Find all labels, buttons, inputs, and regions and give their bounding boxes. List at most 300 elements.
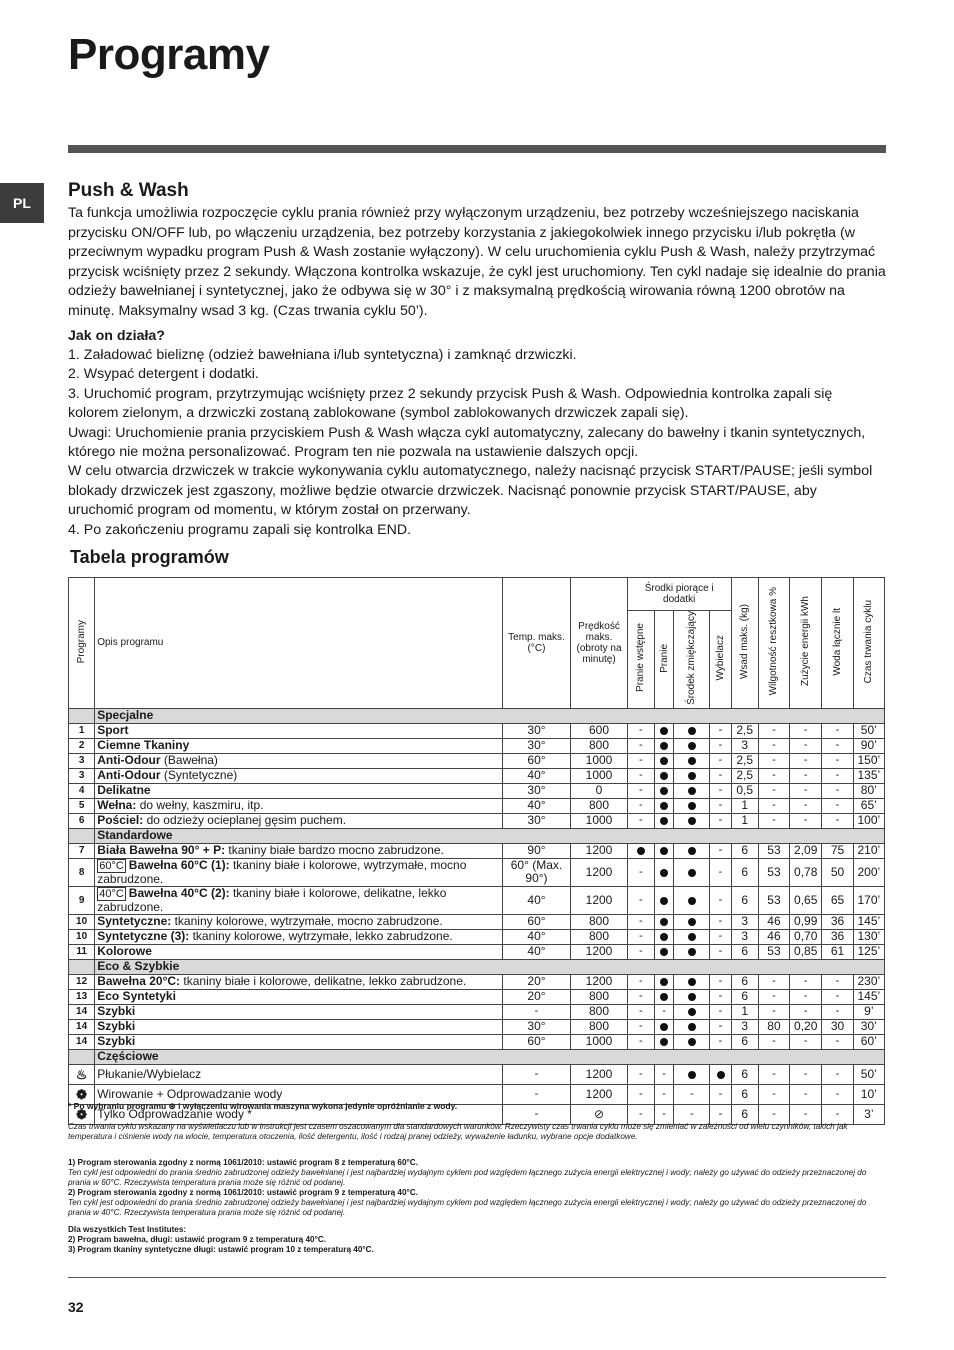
table-row	[69, 989, 885, 1004]
cell-w: -	[710, 1034, 731, 1049]
program-description	[95, 813, 502, 828]
table-row	[69, 843, 885, 858]
cell-en: -	[790, 738, 822, 753]
step-1: 1. Załadować bieliznę (odzież bawełniana i/lub syntetyczna) i zamknąć drzwiczki.	[68, 347, 577, 363]
cell-temp: 30°	[502, 813, 571, 828]
cell-load: 3	[731, 1019, 758, 1034]
cell-load: 1	[731, 813, 758, 828]
cell-hum: -	[758, 723, 789, 738]
program-name: Bawełna 40°C (2):	[128, 885, 230, 900]
cell-speed: 800	[571, 798, 627, 813]
cell-pw: -	[627, 858, 654, 886]
cell-time: 90’	[853, 738, 884, 753]
cell-p	[654, 914, 673, 929]
header-load: Wsad maks. (kg)	[731, 578, 758, 709]
table-heading: Tabela programów	[70, 547, 229, 567]
step-2: 2. Wsypać detergent i dodatki.	[68, 366, 259, 383]
program-number: 14	[69, 1019, 95, 1034]
cell-p	[654, 989, 673, 1004]
program-name: Bawełna 60°C (1):	[128, 857, 230, 872]
cell-pw: -	[627, 753, 654, 768]
cell-temp: 60°	[502, 914, 571, 929]
spin-icon: ❁	[69, 1084, 95, 1104]
program-description	[95, 1034, 502, 1049]
cell-pw: -	[627, 1004, 654, 1019]
cell-p	[654, 1034, 673, 1049]
header-bleach: Wybielacz	[710, 611, 731, 709]
cell-wat: -	[822, 1004, 853, 1019]
dot-marker	[688, 978, 696, 986]
table-row	[69, 929, 885, 944]
cell-temp: 40°	[502, 798, 571, 813]
cell-time: 135’	[853, 768, 884, 783]
program-name: Szybki	[97, 1004, 136, 1019]
dot-marker	[688, 948, 696, 956]
cell-s	[674, 929, 710, 944]
cell-wat: -	[822, 813, 853, 828]
table-row	[69, 1019, 885, 1034]
note-2-head: 2) Program sterowania zgodny z normą 1061/2010: ustawić program 9 z temperaturą 40°C.	[68, 1188, 418, 1197]
step-3: 3. Uruchomić program, przytrzymując wciśnięty przez 2 sekundy przycisk Push & Wash. Odpowiednia kontrolka zapali się kolorem zielonym, a drzwiczki zostaną zablokowane (symbol zablokowanych drzwiczek zapali się).	[68, 385, 833, 422]
program-name: Szybki	[97, 1019, 136, 1034]
dot-marker	[660, 918, 668, 926]
cell-wat: -	[822, 989, 853, 1004]
dot-marker	[660, 772, 668, 780]
table-row	[69, 738, 885, 753]
cell-wat: 36	[822, 929, 853, 944]
program-name: Pościel:	[97, 813, 144, 828]
cell-time: 60’	[853, 1034, 884, 1049]
push-wash-heading: Push & Wash	[68, 180, 189, 201]
section-title: Częściowe	[95, 1049, 885, 1064]
program-description	[95, 914, 502, 929]
cell-w: -	[710, 753, 731, 768]
cell-s	[674, 944, 710, 959]
section-title: Eco & Szybkie	[95, 959, 885, 974]
step-4: 4. Po zakończeniu programu zapali się kontrolka END.	[68, 521, 412, 538]
program-description	[95, 974, 502, 989]
dot-marker	[660, 817, 668, 825]
program-number: 5	[69, 798, 95, 813]
cell-load: 2,5	[731, 753, 758, 768]
step-note: Uwagi: Uruchomienie prania przyciskiem Push & Wash włącza cykl automatyczny, zalecany do bawełny i tkanin syntetycznych, którego nie można personalizować. Program ten nie pozwala na ustawienie dalszych opcji.	[68, 424, 866, 461]
header-softener: Środek zmiękczający	[674, 611, 710, 709]
program-name: Biała Bawełna 90° + P:	[97, 843, 226, 858]
dot-marker	[660, 897, 668, 905]
note-1-head: 1) Program sterowania zgodny z normą 1061/2010: ustawić program 8 z temperaturą 60°C.	[68, 1158, 418, 1167]
header-humidity: Wilgotność resztkowa %	[758, 578, 789, 709]
cell-s	[674, 723, 710, 738]
cell-p	[654, 944, 673, 959]
program-number: 13	[69, 989, 95, 1004]
program-detail: do wełny, kaszmiru, itp.	[139, 798, 264, 813]
cell-speed: 800	[571, 989, 627, 1004]
table-row	[69, 944, 885, 959]
table-row	[69, 974, 885, 989]
cell-pw: -	[627, 813, 654, 828]
program-number: 9	[69, 886, 95, 914]
cell-en: -	[790, 723, 822, 738]
cell-speed: 1200	[571, 843, 627, 858]
cell-s	[674, 914, 710, 929]
program-number: 2	[69, 738, 95, 753]
cell-speed: 1000	[571, 813, 627, 828]
section-row	[69, 1049, 885, 1064]
cell-wat: -	[822, 753, 853, 768]
cell-w: -	[710, 944, 731, 959]
note-2-body: Ten cykl jest odpowiedni do prania średnio zabrudzonej odzieży bawełnianej i jest najbardziej wydajnym cyklem pod względem łącznego zużycia energii elektrycznej i wody; należy go używać do odzieży przeznaczonej do prania w 40°C. Rzeczywista temperatura prania może się różnić od podanej.	[68, 1198, 867, 1217]
cell-pw: -	[627, 1034, 654, 1049]
language-tab: PL	[0, 183, 44, 223]
dot-marker	[637, 847, 645, 855]
header-detergents: Środki piorące i dodatki	[627, 578, 731, 611]
cell-s	[674, 798, 710, 813]
how-heading: Jak on działa?	[68, 328, 165, 344]
cell-hum: -	[758, 768, 789, 783]
cell-w: -	[710, 974, 731, 989]
dot-marker	[660, 727, 668, 735]
dot-marker	[660, 847, 668, 855]
cell-w: -	[710, 1019, 731, 1034]
cell-p: -	[654, 1064, 673, 1084]
cell-wat: -	[822, 1084, 853, 1104]
cell-w: -	[710, 1084, 731, 1104]
cell-load: 6	[731, 944, 758, 959]
cell-w: -	[710, 914, 731, 929]
cell-pw: -	[627, 1019, 654, 1034]
test-2: 3) Program tkaniny syntetyczne długi: ustawić program 10 z temperaturą 40°C.	[68, 1245, 374, 1254]
cell-speed: 1000	[571, 753, 627, 768]
cell-s	[674, 1064, 710, 1084]
program-description	[95, 1019, 502, 1034]
eco-label-icon: 40°C	[99, 887, 124, 900]
cell-p	[654, 929, 673, 944]
dot-marker	[688, 918, 696, 926]
dot-marker	[660, 742, 668, 750]
cell-hum: -	[758, 1034, 789, 1049]
dot-marker	[688, 897, 696, 905]
cell-hum: 53	[758, 843, 789, 858]
program-number: 14	[69, 1034, 95, 1049]
cell-en: -	[790, 1034, 822, 1049]
cell-wat: 36	[822, 914, 853, 929]
cell-time: 145’	[853, 914, 884, 929]
cell-temp: -	[502, 1064, 571, 1084]
cell-speed: 1200	[571, 944, 627, 959]
table-row	[69, 886, 885, 914]
dot-marker	[688, 802, 696, 810]
cell-wat: -	[822, 783, 853, 798]
table-row	[69, 813, 885, 828]
cell-speed: 600	[571, 723, 627, 738]
cell-s	[674, 768, 710, 783]
program-number: 14	[69, 1004, 95, 1019]
dot-marker	[688, 817, 696, 825]
cell-en: 0,85	[790, 944, 822, 959]
cell-w: -	[710, 989, 731, 1004]
cell-pw: -	[627, 929, 654, 944]
cell-load: 6	[731, 1104, 758, 1124]
cell-speed: 800	[571, 929, 627, 944]
page-number: 32	[68, 1299, 84, 1315]
header-energy: Zużycie energii kWh	[790, 578, 822, 709]
cell-wat: -	[822, 723, 853, 738]
cell-hum: -	[758, 1004, 789, 1019]
cell-time: 65’	[853, 798, 884, 813]
cell-time: 10’	[853, 1084, 884, 1104]
cell-wat: 50	[822, 858, 853, 886]
cell-s	[674, 886, 710, 914]
dot-marker	[660, 993, 668, 1001]
program-name: Anti-Odour	[97, 768, 161, 783]
program-name: Syntetyczne:	[97, 914, 172, 929]
section-row	[69, 828, 885, 843]
header-water: Woda łącznie lt	[822, 578, 853, 709]
program-detail: do odzieży ocieplanej gęsim puchem.	[146, 813, 347, 828]
cell-hum: -	[758, 1104, 789, 1124]
cell-p	[654, 886, 673, 914]
cell-hum: 53	[758, 886, 789, 914]
cell-temp: 40°	[502, 944, 571, 959]
cell-p	[654, 738, 673, 753]
cell-speed: 800	[571, 1019, 627, 1034]
section-spacer	[69, 1049, 95, 1064]
cell-pw: -	[627, 783, 654, 798]
program-table-body	[69, 708, 885, 1124]
cell-hum: -	[758, 813, 789, 828]
cell-pw: -	[627, 989, 654, 1004]
cell-load: 6	[731, 989, 758, 1004]
cell-load: 1	[731, 798, 758, 813]
dot-marker	[688, 772, 696, 780]
cell-en: -	[790, 989, 822, 1004]
dot-marker	[688, 757, 696, 765]
program-detail: (Bawełna)	[163, 753, 218, 768]
cell-time: 150’	[853, 753, 884, 768]
cell-pw: -	[627, 1064, 654, 1084]
rinse-icon: ♨	[69, 1064, 95, 1084]
page-title: Programy	[68, 30, 270, 79]
cell-p	[654, 768, 673, 783]
cell-load: 6	[731, 886, 758, 914]
cell-en: -	[790, 1004, 822, 1019]
cell-speed: 800	[571, 914, 627, 929]
drain-icon: ❁	[69, 1104, 95, 1124]
cell-time: 9’	[853, 1004, 884, 1019]
cell-pw: -	[627, 944, 654, 959]
header-wash: Pranie	[654, 611, 673, 709]
cell-time: 210’	[853, 843, 884, 858]
cell-temp: 30°	[502, 783, 571, 798]
program-description	[95, 783, 502, 798]
cell-p: -	[654, 1104, 673, 1124]
table-row	[69, 1064, 885, 1084]
program-name: Syntetyczne (3):	[97, 929, 190, 944]
dot-marker	[688, 742, 696, 750]
cell-load: 3	[731, 738, 758, 753]
program-description	[95, 1004, 502, 1019]
cell-p	[654, 974, 673, 989]
dot-marker	[660, 802, 668, 810]
cell-wat: 65	[822, 886, 853, 914]
cell-pw: -	[627, 1084, 654, 1104]
cell-en: 2,09	[790, 843, 822, 858]
cell-temp: 60°	[502, 753, 571, 768]
program-table	[68, 577, 885, 1125]
program-number: 4	[69, 783, 95, 798]
cell-s	[674, 974, 710, 989]
cell-s	[674, 783, 710, 798]
cell-s	[674, 1034, 710, 1049]
dot-marker	[688, 933, 696, 941]
table-row	[69, 723, 885, 738]
cell-w	[710, 1064, 731, 1084]
cell-temp: 40°	[502, 768, 571, 783]
cell-temp: 30°	[502, 723, 571, 738]
cell-p: -	[654, 1004, 673, 1019]
program-description	[95, 886, 502, 914]
cell-en: -	[790, 974, 822, 989]
push-wash-body: Ta funkcja umożliwia rozpoczęcie cyklu prania również przy wyłączonym urządzeniu, bez potrzeby wcześniejszego naciskania przycisku ON/OFF lub, po włączeniu urządzenia, bez potrzeby korzystania z jakiegokolwiek innego przycisku i/lub pokrętła (w przeciwnym wypadku program Push & Wash zostanie wyłączony). W celu uruchomienia cyklu Push & Wash, należy przytrzymać przycisk wciśnięty przez 2 sekundy. Włączona kontrolka wskazuje, że cykl jest uruchomiony. Ten cykl nadaje się idealnie do prania odzieży bawełnianej i syntetycznej, jako że odbywa się w 30° i z maksymalną prędkością wirowania równą 1200 obrotów na minutę. Maksymalny wsad 3 kg. (Czas trwania cyklu 50’).	[68, 205, 886, 319]
dot-marker	[660, 1038, 668, 1046]
cell-hum: 80	[758, 1019, 789, 1034]
bottom-rule	[68, 1277, 886, 1278]
cell-s	[674, 753, 710, 768]
program-detail: tkaniny białe i kolorowe, delikatne, lekko zabrudzone.	[97, 885, 447, 914]
cell-time: 3’	[853, 1104, 884, 1124]
program-description	[95, 929, 502, 944]
table-row	[69, 768, 885, 783]
cell-en: -	[790, 783, 822, 798]
section-title: Standardowe	[95, 828, 885, 843]
cell-time: 125’	[853, 944, 884, 959]
cell-temp: 30°	[502, 738, 571, 753]
table-row	[69, 783, 885, 798]
dot-marker	[688, 1038, 696, 1046]
cell-load: 3	[731, 929, 758, 944]
program-name: Delikatne	[97, 783, 151, 798]
cell-en: -	[790, 798, 822, 813]
cell-temp: 30°	[502, 1019, 571, 1034]
cell-hum: -	[758, 753, 789, 768]
dot-marker	[660, 948, 668, 956]
step-door: W celu otwarcia drzwiczek w trakcie wykonywania cyklu automatycznego, należy nacisnąć przycisk START/PAUSE; jeśli symbol blokady drzwiczek jest zgaszony, możliwe będzie otwarcie drzwiczek. Nacisnąć ponownie przycisk START/PAUSE, aby uruchomić program od momentu, w którym został on przerwany.	[68, 463, 873, 519]
cell-hum: -	[758, 1064, 789, 1084]
program-name: Wełna:	[97, 798, 137, 813]
dot-marker	[688, 1071, 696, 1079]
header-prewash: Pranie wstępne	[627, 611, 654, 709]
cell-w: -	[710, 768, 731, 783]
cell-speed: 1200	[571, 974, 627, 989]
cell-s	[674, 738, 710, 753]
cell-s: -	[674, 1104, 710, 1124]
cell-speed: ⊘	[571, 1104, 627, 1124]
cell-wat: 61	[822, 944, 853, 959]
header-speed: Prędkość maks. (obroty na minutę)	[571, 578, 627, 709]
header-programy: Programy	[69, 578, 95, 709]
table-row	[69, 858, 885, 886]
dot-marker	[688, 847, 696, 855]
cell-load: 6	[731, 974, 758, 989]
cell-w: -	[710, 738, 731, 753]
cell-hum: 46	[758, 929, 789, 944]
cell-pw: -	[627, 738, 654, 753]
cell-w: -	[710, 858, 731, 886]
cell-w: -	[710, 1104, 731, 1124]
program-name: Kolorowe	[97, 944, 152, 959]
cell-wat: -	[822, 1064, 853, 1084]
program-number: 10	[69, 914, 95, 929]
program-number: 3	[69, 753, 95, 768]
program-detail: tkaniny kolorowe, wytrzymałe, lekko zabrudzone.	[192, 929, 453, 944]
program-detail: tkaniny białe i kolorowe, wytrzymałe, mocno zabrudzone.	[97, 857, 467, 886]
cell-speed: 800	[571, 738, 627, 753]
cell-p	[654, 783, 673, 798]
title-rule	[68, 145, 886, 153]
program-description	[95, 1064, 502, 1084]
table-row	[69, 914, 885, 929]
cell-w: -	[710, 1004, 731, 1019]
cell-wat: -	[822, 974, 853, 989]
cell-load: 2,5	[731, 723, 758, 738]
program-description	[95, 989, 502, 1004]
cell-temp: 20°	[502, 989, 571, 1004]
cell-en: 0,78	[790, 858, 822, 886]
cell-p: -	[654, 1084, 673, 1104]
cell-time: 50’	[853, 723, 884, 738]
dot-marker	[688, 727, 696, 735]
cell-wat: -	[822, 738, 853, 753]
program-description	[95, 944, 502, 959]
program-detail: Płukanie/Wybielacz	[97, 1066, 202, 1081]
cell-pw: -	[627, 723, 654, 738]
dot-marker	[660, 787, 668, 795]
program-number: 6	[69, 813, 95, 828]
notes	[68, 1158, 886, 1255]
cell-hum: -	[758, 738, 789, 753]
cell-wat: -	[822, 1104, 853, 1124]
cell-time: 30’	[853, 1019, 884, 1034]
dot-marker	[660, 978, 668, 986]
cell-temp: 40°	[502, 886, 571, 914]
cell-s	[674, 858, 710, 886]
cell-en: -	[790, 753, 822, 768]
section-title: Specjalne	[95, 708, 885, 723]
section-spacer	[69, 959, 95, 974]
cell-w: -	[710, 813, 731, 828]
header-temp: Temp. maks. (°C)	[502, 578, 571, 709]
cell-temp: 20°	[502, 974, 571, 989]
program-name: Ciemne Tkaniny	[97, 738, 190, 753]
program-name: Szybki	[97, 1034, 136, 1049]
section-spacer	[69, 828, 95, 843]
program-number: 7	[69, 843, 95, 858]
cell-p	[654, 813, 673, 828]
cell-s	[674, 843, 710, 858]
cell-pw: -	[627, 914, 654, 929]
cell-time: 130’	[853, 929, 884, 944]
cell-temp: 90°	[502, 843, 571, 858]
dot-marker	[717, 1071, 725, 1079]
table-row	[69, 753, 885, 768]
cell-hum: 53	[758, 944, 789, 959]
program-detail: tkaniny białe bardzo mocno zabrudzone.	[228, 843, 444, 858]
header-opis: Opis programu	[95, 578, 502, 709]
cell-p	[654, 798, 673, 813]
note-1-body: Ten cykl jest odpowiedni do prania średnio zabrudzonej odzieży bawełnianej i jest najbardziej wydajnym cyklem pod względem łącznego zużycia energii elektrycznej i wody; należy go używać do odzieży przeznaczonej do prania w 60°C. Rzeczywista temperatura prania może się różnić od podanej.	[68, 1168, 867, 1187]
dot-marker	[688, 1023, 696, 1031]
program-name: Bawełna 20°C:	[97, 974, 181, 989]
